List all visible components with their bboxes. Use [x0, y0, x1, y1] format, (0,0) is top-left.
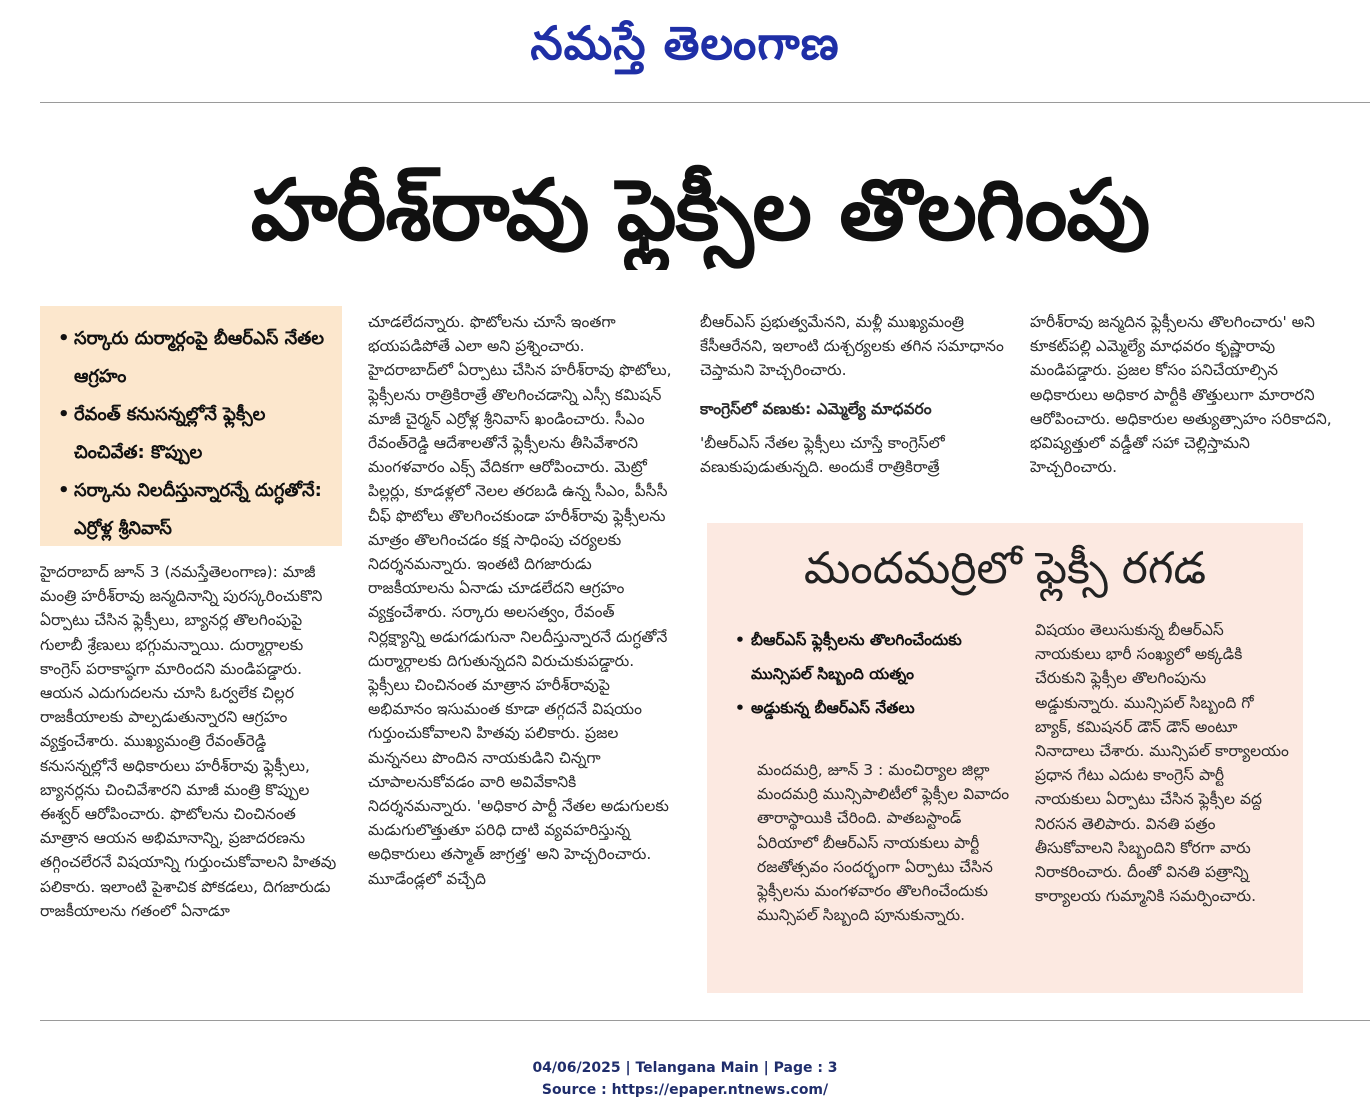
highlight-text: సర్కారు దుర్మార్గంపై బీఆర్‌ఎస్ నేతల ఆగ్రహం	[74, 328, 325, 387]
highlight-text: బీఆర్‌ఎస్ ఫ్లెక్సీలను తొలగించేందుకు మున్సిపల్ సిబ్బంది యత్నం	[751, 631, 962, 683]
footer-source-line: Source : https://epaper.ntnews.com/	[541, 1082, 829, 1098]
highlight-item: • బీఆర్‌ఎస్ ఫ్లెక్సీలను తొలగించేందుకు మున్సిపల్ సిబ్బంది యత్నం	[735, 623, 1015, 691]
main-headline: హరీశ్‌రావు ఫ్లెక్సీల తొలగింపు	[250, 161, 1150, 259]
highlight-item: • రేవంత్ కనుసన్నల్లోనే ఫ్లెక్సీల చించివేత: కొప్పుల	[58, 396, 332, 472]
highlight-text: అడ్డుకున్న బీఆర్‌ఎస్ నేతలు	[751, 699, 915, 717]
sub-heading: కాంగ్రెస్‌లో వణుకు: ఎమ్మెల్యే మాధవరం	[700, 399, 932, 418]
highlight-text: రేవంత్ కనుసన్నల్లోనే ఫ్లెక్సీల చించివేత: కొప్పుల	[74, 404, 266, 463]
article-column-4	[1030, 310, 1340, 500]
highlight-text: సర్కాను నిలదీస్తున్నారన్నే దుగ్ధతోనే: ఎర్రోళ్ల శ్రీనివాస్	[74, 480, 322, 539]
bottom-divider	[40, 1020, 1370, 1021]
side-story-title: మందమర్రిలో ఫ్లెక్సీ రగడ	[803, 543, 1207, 594]
column-text: బీఆర్‌ఎస్ ప్రభుత్వమేనని, మళ్లీ ముఖ్యమంత్రి కేసీఆరేనని, ఇలాంటి దుశ్చర్యలకు తగిన సమాధానం చెప్తామని హెచ్చరించారు.	[700, 313, 1004, 380]
column-text: హైదరాబాద్ జూన్ 3 (నమస్తేతెలంగాణ): మాజీ మంత్రి హరీశ్‌రావు జన్మదినాన్ని పురస్కరించుకొని ఏర్పాటు చేసిన ఫ్లెక్సీలు, బ్యానర్ల తొలగింపుపై గులాబీ శ్రేణులు భగ్గుమన్నాయి. దుర్మార్గాలకు కాంగ్రెస్ పరాకాష్ఠగా మారిందని మండిపడ్డారు. ఆయన ఎదుగుదలను చూసి ఓర్వలేక చిల్లర రాజకీయాలకు పాల్పడుతున్నారని ఆగ్రహం వ్యక్తంచేశారు. ముఖ్యమంత్రి రేవంత్‌రెడ్డి కనుసన్నల్లోనే అధికారులు హరీశ్‌రావు ఫ్లెక్సీలు, బ్యానర్లను చించివేశారని మాజీ మంత్రి కొప్పుల ఈశ్వర్ ఆరోపించారు. ఫొటోలను చించినంత మాత్రాన ఆయన అభిమానాన్ని, ప్రజాదరణను తగ్గించలేరనే విషయాన్ని గుర్తుంచుకోవాలని హితవు పలికారు. ఇలాంటి పైశాచిక పోకడలు, దిగజారుడు రాజకీయాలను గతంలో ఏనాడూ	[40, 563, 337, 920]
highlights-box	[40, 306, 342, 546]
article-column-2	[368, 310, 673, 1000]
side-story-column-left	[757, 758, 1019, 983]
column-text: హరీశ్‌రావు జన్మదిన ఫ్లెక్సీలను తొలగించారు' అని కూకట్‌పల్లి ఎమ్మెల్యే మాధవరం కృష్ణారావు మండిపడ్డారు. ప్రజల కోసం పనిచేయాల్సిన అధికారులు అధికార పార్టీకి తొత్తులుగా మారారని ఆరోపించారు. అధికారుల అత్యుత్సాహం సరికాదని, భవిష్యత్తులో వడ్డీతో సహా చెల్లిస్తామని హెచ్చరించారు.	[1030, 313, 1332, 477]
masthead-title: నమస్తే తెలంగాణ	[530, 16, 840, 70]
column-text: 'బీఆర్‌ఎస్ నేతల ఫ్లెక్సీలు చూస్తే కాంగ్రెస్‌లో వణుకుపుడుతున్నది. అందుకే రాత్రికిరాత్రే	[700, 433, 945, 477]
highlight-item: • సర్కారు దుర్మార్గంపై బీఆర్‌ఎస్ నేతల ఆగ్రహం	[58, 320, 332, 396]
side-story-column-right	[1035, 618, 1291, 983]
article-column-3	[700, 310, 1005, 500]
column-text: విషయం తెలుసుకున్న బీఆర్‌ఎస్ నాయకులు భారీ సంఖ్యలో అక్కడికి చేరుకుని ఫ్లెక్సీల తొలగింపును అడ్డుకున్నారు. మున్సిపల్ సిబ్బంది గో బ్యాక్, కమిషనర్ డౌన్ డౌన్ అంటూ నినాదాలు చేశారు. మున్సిపల్ కార్యాలయం ప్రధాన గేటు ఎదుట కాంగ్రెస్ పార్టీ నాయకులు ఏర్పాటు చేసిన ఫ్లెక్సీల వద్ద నిరసన తెలిపారు. వినతి పత్రం తీసుకోవాలని సిబ్బందిని కోరగా వారు నిరాకరించారు. దీంతో వినతి పత్రాన్ని కార్యాలయ గుమ్మానికి సమర్పించారు.	[1035, 621, 1289, 906]
column-text: మందమర్రి, జూన్ 3 : మంచిర్యాల జిల్లా మందమర్రి మున్సిపాలిటీలో ఫ్లెక్సీల వివాదం తారాస్థాయికి చేరింది. పాతబస్టాండ్ ఏరియాలో బీఆర్‌ఎస్ నాయకులు పార్టీ రజతోత్సవం సందర్భంగా ఏర్పాటు చేసిన ఫ్లెక్సీలను మంగళవారం తొలగించేందుకు మున్సిపల్ సిబ్బంది పూనుకున్నారు.	[757, 761, 1010, 925]
side-story-box	[707, 523, 1303, 993]
highlight-item: • అడ్డుకున్న బీఆర్‌ఎస్ నేతలు	[735, 691, 1015, 725]
footer-date-line: 04/06/2025 | Telangana Main | Page : 3	[532, 1060, 838, 1076]
column-text: చూడలేదన్నారు. ఫొటోలను చూసే ఇంతగా భయపడిపోతే ఎలా అని ప్రశ్నించారు. హైదరాబాద్‌లో ఏర్పాటు చేసిన హరీశ్‌రావు ఫొటోలు, ఫ్లెక్సీలను రాత్రికిరాత్రే తొలగించడాన్ని ఎస్సీ కమిషన్ మాజీ చైర్మన్ ఎర్రోళ్ల శ్రీనివాస్ ఖండించారు. సీఎం రేవంత్‌రెడ్డి ఆదేశాలతోనే ఫ్లెక్సీలను తీసివేశారని మంగళవారం ఎక్స్ వేదికగా ఆరోపించారు. మెట్రో పిల్లర్లు, కూడళ్లలో నెలల తరబడి ఉన్న సీఎం, పీసీసీ చీఫ్ ఫొటోలు తొలగించకుండా హరీశ్‌రావు ఫ్లెక్సీలను మాత్రం తొలగించడం కక్ష సాధింపు చర్యలకు నిదర్శనమన్నారు. ఇంతటి దిగజారుడు రాజకీయాలను ఏనాడు చూడలేదని ఆగ్రహం వ్యక్తంచేశారు. సర్కారు అలసత్వం, రేవంత్ నిర్లక్ష్యాన్ని అడుగడుగునా నిలదీస్తున్నారనే దుగ్ధతోనే దుర్మార్గాలకు దిగుతున్నదని విరుచుకుపడ్డారు. ఫ్లెక్సీలు చించినంత మాత్రాన హరీశ్‌రావుపై అభిమానం ఇసుమంత కూడా తగ్గదనే విషయం గుర్తుంచుకోవాలని హితవు పలికారు. ప్రజల మన్ననలు పొందిన నాయకుడిని చిన్నగా చూపాలనుకోవడం వారి అవివేకానికి నిదర్శనమన్నారు. 'అధికార పార్టీ నేతల అడుగులకు మడుగులొత్తుతూ పరిధి దాటి వ్యవహరిస్తున్న అధికారులు తస్మాత్ జాగ్రత్త' అని హెచ్చరించారు. మూడేండ్లలో వచ్చేది	[368, 313, 672, 888]
top-divider	[40, 102, 1370, 103]
article-column-1	[40, 560, 342, 1000]
side-story-highlights	[735, 623, 1015, 725]
highlight-item: • సర్కాను నిలదీస్తున్నారన్నే దుగ్ధతోనే: ఎర్రోళ్ల శ్రీనివాస్	[58, 472, 332, 548]
